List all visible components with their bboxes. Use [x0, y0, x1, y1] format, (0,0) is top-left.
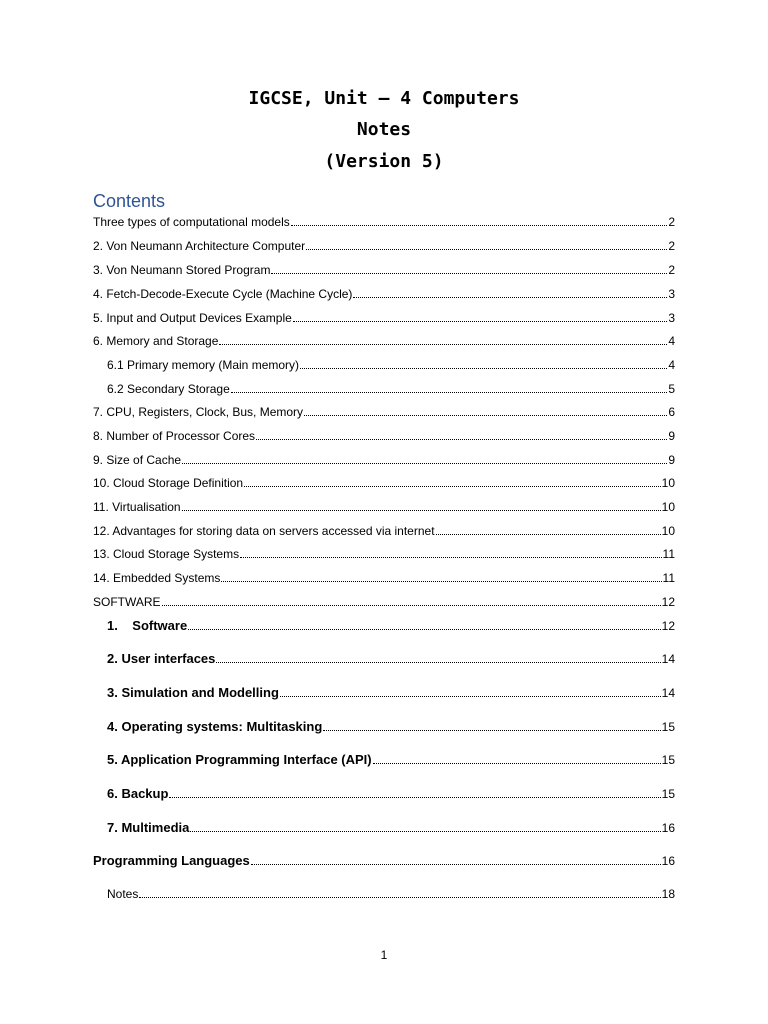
- toc-entry-page: 16: [661, 821, 675, 835]
- toc-leader-dots: [240, 557, 661, 558]
- toc-entry[interactable]: [107, 685, 675, 701]
- toc-entry-page: 3: [668, 287, 675, 301]
- toc-entry-page: 12: [661, 619, 675, 633]
- toc-entry[interactable]: [107, 752, 675, 768]
- toc-entry-label: 8. Number of Processor Cores: [93, 429, 256, 443]
- toc-leader-dots: [256, 439, 667, 440]
- toc-entry-page: 5: [668, 382, 675, 396]
- toc-leader-dots: [353, 297, 667, 298]
- toc-entry[interactable]: [107, 651, 675, 667]
- toc-leader-dots: [188, 629, 660, 630]
- toc-entry[interactable]: [93, 214, 675, 230]
- toc-entry[interactable]: [93, 238, 675, 254]
- toc-entry[interactable]: [93, 853, 675, 869]
- toc-entry-label: 1. Software: [107, 618, 188, 633]
- toc-leader-dots: [162, 605, 661, 606]
- toc-leader-dots: [169, 797, 660, 798]
- toc-entry-label: SOFTWARE: [93, 595, 161, 609]
- toc-entry-label: 2. Von Neumann Architecture Computer: [93, 239, 306, 253]
- toc-entry-page: 14: [661, 686, 675, 700]
- toc-entry-label: 5. Input and Output Devices Example: [93, 311, 292, 325]
- toc-entry-label: 10. Cloud Storage Definition: [93, 476, 244, 490]
- toc-entry[interactable]: [93, 546, 675, 562]
- toc-entry-label: 7. Multimedia: [107, 820, 190, 835]
- toc-entry-page: 4: [668, 358, 675, 372]
- toc-leader-dots: [280, 696, 661, 697]
- toc-entry-label: 14. Embedded Systems: [93, 571, 221, 585]
- toc-entry-label: 6. Backup: [107, 786, 169, 801]
- toc-entry[interactable]: [107, 381, 675, 397]
- toc-entry-label: Notes: [107, 887, 139, 901]
- toc-entry-page: 10: [661, 500, 675, 514]
- toc-entry[interactable]: [93, 523, 675, 539]
- toc-leader-dots: [373, 763, 661, 764]
- toc-leader-dots: [306, 249, 667, 250]
- toc-entry[interactable]: [93, 499, 675, 515]
- toc-entry-label: 6. Memory and Storage: [93, 334, 219, 348]
- toc-leader-dots: [271, 273, 667, 274]
- toc-entry-page: 9: [668, 453, 675, 467]
- toc-entry-page: 14: [661, 652, 675, 666]
- toc-entry[interactable]: [107, 719, 675, 735]
- document-title-line1: IGCSE, Unit – 4 Computers: [248, 88, 520, 109]
- toc-entry[interactable]: [107, 786, 675, 802]
- toc-entry-page: 15: [661, 720, 675, 734]
- toc-leader-dots: [190, 831, 660, 832]
- toc-entry-page: 16: [661, 854, 675, 868]
- toc-leader-dots: [182, 510, 661, 511]
- toc-leader-dots: [291, 225, 668, 226]
- toc-leader-dots: [139, 897, 660, 898]
- toc-leader-dots: [300, 368, 667, 369]
- toc-entry[interactable]: [93, 428, 675, 444]
- toc-entry-label: 13. Cloud Storage Systems: [93, 547, 240, 561]
- toc-leader-dots: [244, 486, 661, 487]
- toc-entry-page: 6: [668, 405, 675, 419]
- toc-entry[interactable]: [93, 333, 675, 349]
- toc-leader-dots: [251, 864, 661, 865]
- toc-entry[interactable]: [107, 820, 675, 836]
- toc-entry-page: 11: [662, 571, 675, 585]
- toc-entry[interactable]: [107, 618, 675, 634]
- toc-entry-page: 11: [662, 547, 675, 561]
- toc-entry-label: Programming Languages: [93, 853, 250, 868]
- toc-entry[interactable]: [107, 886, 675, 902]
- toc-entry[interactable]: [93, 310, 675, 326]
- toc-leader-dots: [231, 392, 668, 393]
- toc-entry[interactable]: [93, 404, 675, 420]
- toc-entry[interactable]: [93, 475, 675, 491]
- contents-heading: Contents: [93, 191, 166, 211]
- toc-entry-label: 3. Simulation and Modelling: [107, 685, 279, 700]
- toc-leader-dots: [323, 730, 660, 731]
- toc-leader-dots: [293, 321, 668, 322]
- page-number: 1: [380, 948, 388, 962]
- toc-entry-page: 3: [668, 311, 675, 325]
- toc-entry-label: 11. Virtualisation: [93, 500, 181, 514]
- toc-entry-page: 2: [668, 263, 675, 277]
- toc-entry-page: 15: [661, 787, 675, 801]
- toc-entry-page: 9: [668, 429, 675, 443]
- toc-entry[interactable]: [93, 452, 675, 468]
- toc-leader-dots: [304, 415, 667, 416]
- toc-entry-label: 2. User interfaces: [107, 651, 216, 666]
- toc-entry[interactable]: [93, 594, 675, 610]
- toc-leader-dots: [436, 534, 661, 535]
- toc-entry-page: 18: [661, 887, 675, 901]
- document-title-line2: Notes: [356, 119, 412, 140]
- toc-entry-label: 7. CPU, Registers, Clock, Bus, Memory: [93, 405, 304, 419]
- toc-leader-dots: [216, 662, 660, 663]
- toc-entry-page: 15: [661, 753, 675, 767]
- document-title-line3: (Version 5): [324, 151, 444, 172]
- toc-entry-page: 2: [668, 239, 675, 253]
- toc-entry-label: 6.1 Primary memory (Main memory): [107, 358, 300, 372]
- toc-leader-dots: [219, 344, 667, 345]
- toc-entry[interactable]: [107, 357, 675, 373]
- toc-entry-page: 10: [661, 476, 675, 490]
- toc-entry-label: 4. Fetch-Decode-Execute Cycle (Machine Cycle): [93, 287, 353, 301]
- toc-entry-label: 4. Operating systems: Multitasking: [107, 719, 323, 734]
- toc-entry-label: 12. Advantages for storing data on servers accessed via internet: [93, 524, 435, 538]
- toc-entry-label: 3. Von Neumann Stored Program: [93, 263, 271, 277]
- toc-entry-label: Three types of computational models: [93, 215, 290, 229]
- toc-entry-page: 2: [668, 215, 675, 229]
- toc-entry[interactable]: [93, 286, 675, 302]
- toc-entry-page: 10: [661, 524, 675, 538]
- toc-entry-label: 6.2 Secondary Storage: [107, 382, 230, 396]
- toc-entry-page: 12: [661, 595, 675, 609]
- toc-entry-label: 9. Size of Cache: [93, 453, 182, 467]
- toc-entry[interactable]: [93, 570, 675, 586]
- toc-leader-dots: [221, 581, 661, 582]
- toc-entry-page: 4: [668, 334, 675, 348]
- toc-entry-label: 5. Application Programming Interface (API): [107, 752, 372, 767]
- toc-entry[interactable]: [93, 262, 675, 278]
- toc-leader-dots: [182, 463, 667, 464]
